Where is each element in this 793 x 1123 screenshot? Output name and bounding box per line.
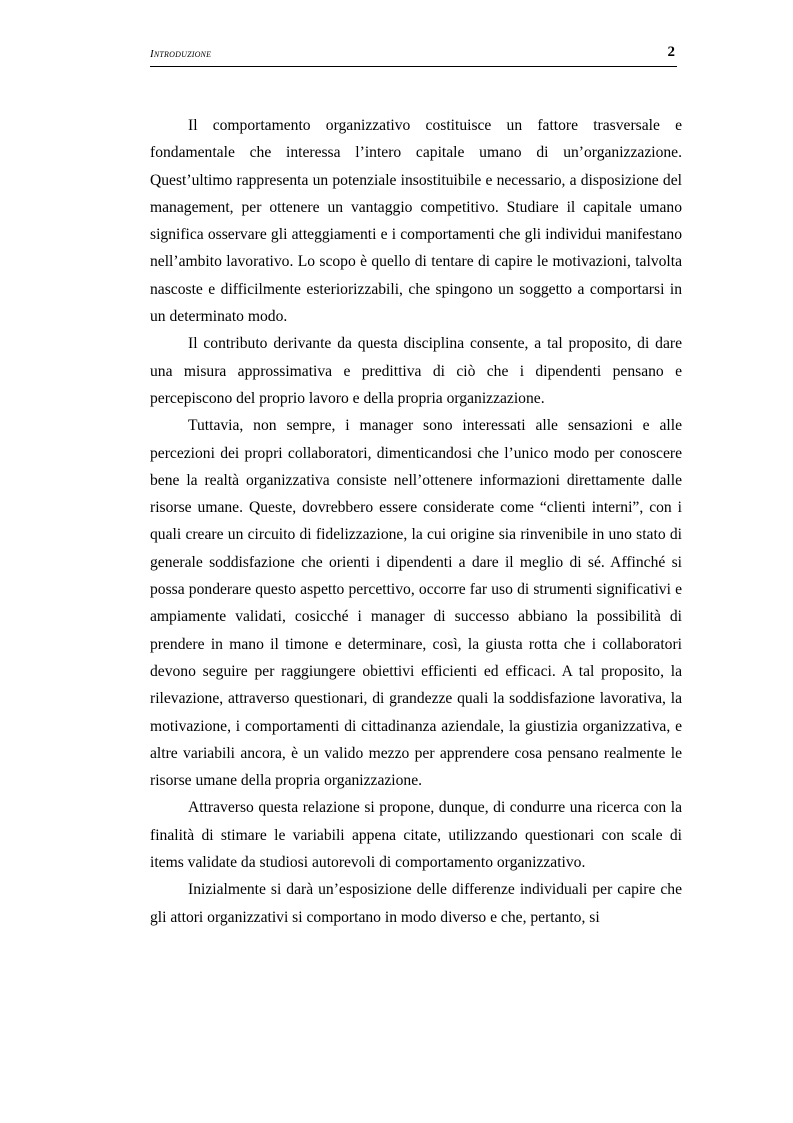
paragraph: Tuttavia, non sempre, i manager sono interessati alle sensazioni e alle percezioni dei propri collaboratori, dimenticandosi che l’unico modo per conoscere bene la realtà organizzativa consiste nell’ottenere informazioni direttamente dalle risorse umane. Queste, dovrebbero essere considerate come “clienti interni”, con i quali creare un circuito di fidelizzazione, la cui origine sia rinvenibile in uno stato di generale soddisfazione che orienti i dipendenti a dare il meglio di sé. Affinché si possa ponderare questo aspetto percettivo, occorre far uso di strumenti significativi e ampiamente validati, cosicché i manager di successo abbiano la possibilità di prendere in mano il timone e determinare, così, la giusta rotta che i collaboratori devono seguire per raggiungere obiettivi efficienti ed efficaci. A tal proposito, la rilevazione, attraverso questionari, di grandezze quali la soddisfazione lavorativa, la motivazione, i comportamenti di cittadinanza aziendale, la giustizia organizzativa, e altre variabili ancora, è un valido mezzo per apprendere cosa pensano realmente le risorse umane della propria organizzazione. (150, 417, 682, 790)
body-text (150, 112, 682, 931)
paragraph: Il comportamento organizzativo costituisce un fattore trasversale e fondamentale che interessa l’intero capitale umano di un’organizzazione. Quest’ultimo rappresenta un potenziale insostituibile e necessario, a disposizione del management, per ottenere un vantaggio competitivo. Studiare il capitale umano significa osservare gli atteggiamenti e i comportamenti che gli individui manifestano nell’ambito lavorativo. Lo scopo è quello di tentare di capire le motivazioni, talvolta nascoste e difficilmente esteriorizzabili, che spingono un soggetto a comportarsi in un determinato modo. (150, 117, 682, 326)
header-title: Introduzione (150, 48, 212, 60)
paragraph: Il contributo derivante da questa disciplina consente, a tal proposito, di dare una misura approssimativa e predittiva di ciò che i dipendenti pensano e percepiscono del proprio lavoro e della propria organizzazione. (150, 335, 682, 407)
running-header (150, 44, 677, 67)
page-number: 2 (667, 44, 675, 60)
paragraph: Inizialmente si darà un’esposizione delle differenze individuali per capire che gli attori organizzativi si comportano in modo diverso e che, pertanto, si (150, 881, 682, 926)
paragraph: Attraverso questa relazione si propone, dunque, di condurre una ricerca con la finalità di stimare le variabili appena citate, utilizzando questionari con scale di items validate da studiosi autorevoli di comportamento organizzativo. (150, 799, 682, 872)
